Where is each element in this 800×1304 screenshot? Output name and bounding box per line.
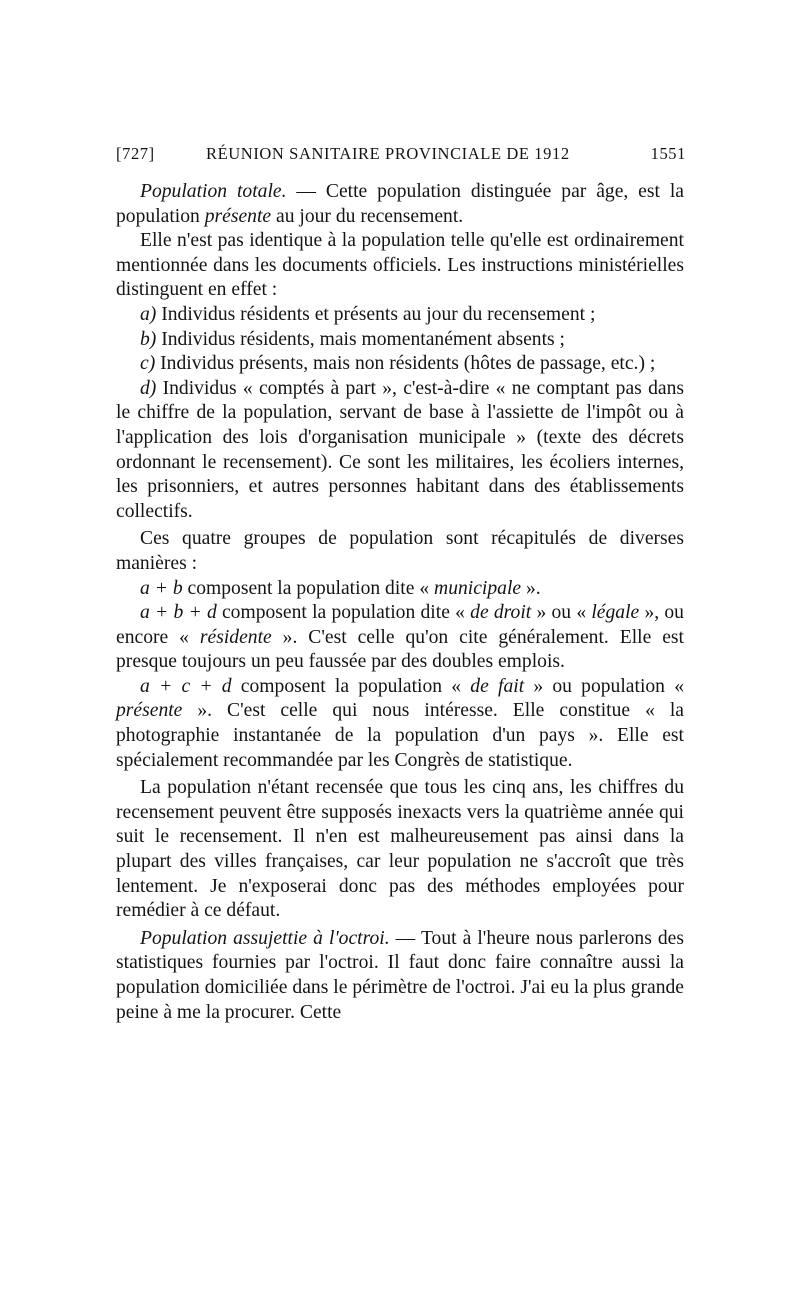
- list-item-c: c) Individus présents, mais non résidents (hôtes de passage, etc.) ;: [140, 353, 656, 375]
- paragraph: Ces quatre groupes de population sont récapitulés de diverses manières :: [116, 528, 684, 574]
- paragraph: Elle n'est pas identique à la population telle qu'elle est ordinairement mentionnée dans les documents officiels. Les instructions ministérielles distinguent en effet :: [116, 230, 684, 301]
- paragraph: La population n'étant recensée que tous les cinq ans, les chiffres du recensement peuvent être supposés inexacts vers la quatrième année qui suit le recensement. Il n'en est malheureusement pas ainsi dans la plupart des villes françaises, car leur population ne s'accroît que très lentement. Je n'exposerai donc pas des méthodes employées pour remédier à ce défaut.: [116, 777, 684, 922]
- list-marker: c): [140, 353, 156, 375]
- paragraph-population-octroi: Population assujettie à l'octroi. — Tout à l'heure nous parlerons des statistiques fournies par l'octroi. Il faut donc faire connaître aussi la population domiciliée dans le périmètre de l'octroi. J'ai eu la plus grande peine à me la procurer. Cette: [116, 927, 684, 1023]
- formula: a + b + d: [140, 602, 217, 624]
- paragraph-population-totale: Population totale. — Cette population distinguée par âge, est la population présente au jour du recensement.: [116, 181, 684, 227]
- list-marker: a): [140, 303, 157, 325]
- section-heading: Population totale.: [140, 181, 287, 202]
- formula: a + c + d: [140, 675, 232, 697]
- formula-paragraph: a + b composent la population dite « municipale ».: [140, 577, 541, 599]
- section-heading: Population assujettie à l'octroi.: [140, 927, 390, 949]
- list-marker: d): [140, 377, 157, 399]
- list-marker: b): [140, 328, 157, 350]
- formula: a + b: [140, 577, 183, 599]
- page-number: 1551: [650, 144, 686, 163]
- list-item-d: d) Individus « comptés à part », c'est-à-dire « ne comptant pas dans le chiffre de la population, servant de base à l'assiette de l'impôt ou à l'application des lois d'organisation municipale » (texte des décrets ordonnant le recensement). Ce sont les militaires, les écoliers internes, les prisonniers, et autres personnes habitant dans des établissements collectifs.: [116, 377, 684, 522]
- list-item-b: b) Individus résidents, mais momentanément absents ;: [140, 328, 566, 350]
- header-title: RÉUNION SANITAIRE PROVINCIALE DE 1912: [206, 144, 570, 163]
- formula-paragraph: a + b + d composent la population dite « de droit » ou « légale », ou encore « résidente ». C'est celle qu'on cite généralement. Elle est presque toujours un peu faussée par des doubles emplois.: [116, 602, 684, 673]
- list-item-a: a) Individus résidents et présents au jour du recensement ;: [140, 303, 596, 325]
- formula-paragraph: a + c + d composent la population « de fait » ou population « présente ». C'est celle qui nous intéresse. Elle constitue « la photographie instantanée de la population d'un pays ». Elle est spécialement recommandée par les Congrès de statistique.: [116, 675, 684, 771]
- header-reference: [727]: [116, 144, 155, 163]
- body-text: [116, 180, 684, 1025]
